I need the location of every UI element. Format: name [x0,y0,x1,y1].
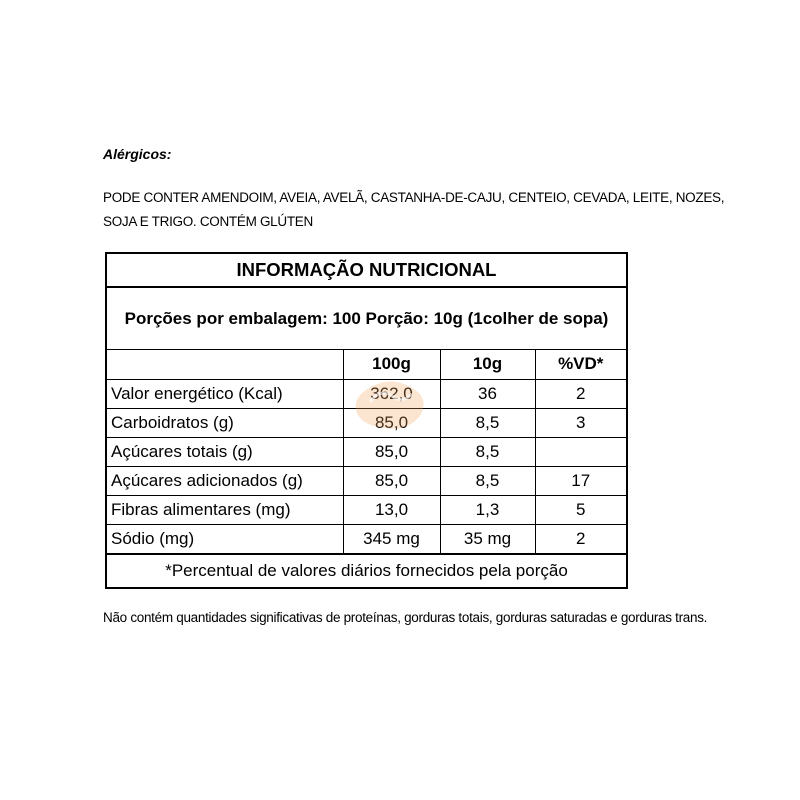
column-header-10g: 10g [440,350,535,379]
nutrient-label: Carboidratos (g) [107,408,343,437]
value-vd [535,437,626,466]
value-100g: 85,0 [343,437,440,466]
value-10g: 36 [440,379,535,408]
table-row [107,408,626,437]
value-100g: 85,0 [343,466,440,495]
value-100g: 13,0 [343,495,440,524]
nutrient-label: Fibras alimentares (mg) [107,495,343,524]
table-row [107,379,626,408]
value-100g: 345 mg [343,524,440,553]
table-row [107,524,626,553]
nutrient-label: Açúcares totais (g) [107,437,343,466]
bottom-note: Não contém quantidades significativas de proteínas, gorduras totais, gorduras saturadas e gorduras trans. [103,610,708,625]
value-10g: 8,5 [440,408,535,437]
table-header-row [107,350,626,379]
nutrition-title: INFORMAÇÃO NUTRICIONAL [107,254,626,288]
value-vd: 2 [535,379,626,408]
table-row [107,495,626,524]
portion-info: Porções por embalagem: 100 Porção: 10g (1colher de sopa) [107,288,626,350]
nutrient-label: Sódio (mg) [107,524,343,553]
table-row [107,466,626,495]
value-vd: 2 [535,524,626,553]
nutrient-table [107,350,626,554]
value-10g: 8,5 [440,437,535,466]
value-vd: 17 [535,466,626,495]
allergens-text: PODE CONTER AMENDOIM, AVEIA, AVELÃ, CASTANHA-DE-CAJU, CENTEIO, CEVADA, LEITE, NOZES, SOJA E TRIGO. CONTÉM GLÚTEN [103,190,725,229]
nutrient-label: Açúcares adicionados (g) [107,466,343,495]
value-10g: 8,5 [440,466,535,495]
column-header-nutrient [107,350,343,379]
column-header-100g: 100g [343,350,440,379]
value-10g: 1,3 [440,495,535,524]
value-vd: 5 [535,495,626,524]
nutrient-label: Valor energético (Kcal) [107,379,343,408]
nutrition-facts-table [105,252,628,589]
value-10g: 35 mg [440,524,535,553]
column-header-vd: %VD* [535,350,626,379]
value-vd: 3 [535,408,626,437]
value-100g: 85,0 [343,408,440,437]
table-row [107,437,626,466]
value-100g: 362,0 [343,379,440,408]
allergens-title: Alérgicos: [103,146,172,162]
daily-value-footnote: *Percentual de valores diários fornecidos pela porção [107,554,626,587]
